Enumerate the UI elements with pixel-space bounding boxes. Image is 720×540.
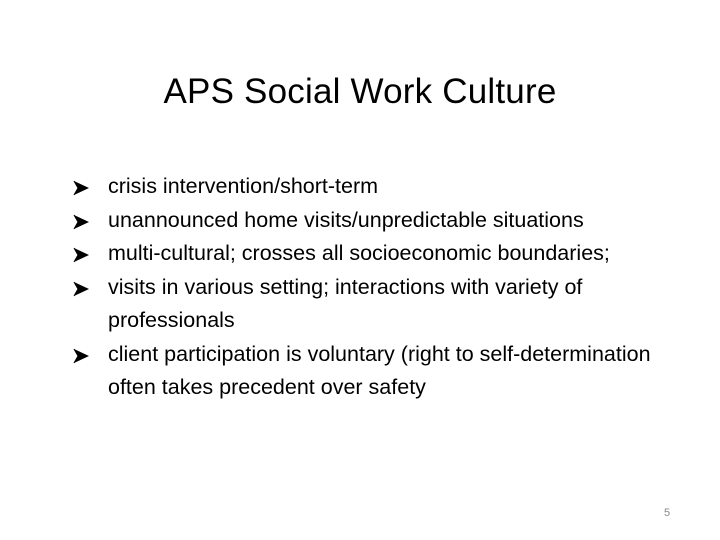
bullet-item <box>72 170 682 204</box>
arrowhead-bullet-icon <box>72 246 92 264</box>
bullet-item <box>72 271 682 338</box>
arrowhead-bullet-icon <box>72 280 92 298</box>
bullet-text: crisis intervention/short-term <box>108 174 379 198</box>
arrowhead-bullet-icon <box>72 213 92 231</box>
bullet-text: client participation is voluntary (right to self-determination often takes precedent over safety <box>108 341 651 399</box>
bullet-text: multi-cultural; crosses all socioeconomic boundaries; <box>108 241 610 265</box>
arrowhead-bullet-icon <box>72 347 92 365</box>
arrowhead-bullet-icon <box>72 179 92 197</box>
bullet-item <box>72 237 682 271</box>
page-number: 5 <box>664 507 671 519</box>
bullet-item <box>72 204 682 238</box>
bullet-item <box>72 338 682 405</box>
bullet-text: unannounced home visits/unpredictable situations <box>108 207 584 232</box>
slide-title: APS Social Work Culture <box>163 72 557 111</box>
bullet-list <box>72 170 682 405</box>
bullet-text: visits in various setting; interactions with variety of professionals <box>108 274 583 332</box>
